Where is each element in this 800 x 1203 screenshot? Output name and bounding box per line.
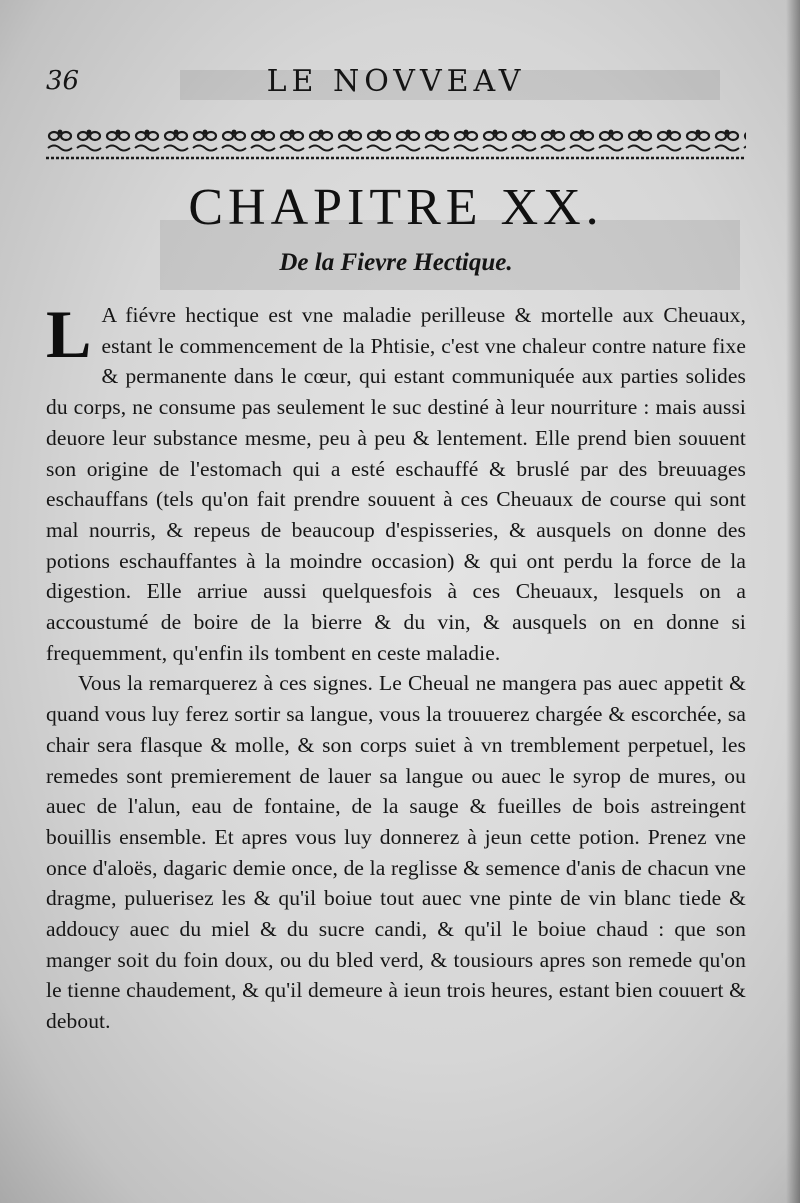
fleuron-ornament xyxy=(454,130,478,151)
running-head xyxy=(46,62,746,102)
fleuron-ornament xyxy=(425,130,449,151)
fleuron-ornament xyxy=(628,130,652,151)
fleuron-ornament xyxy=(541,130,565,151)
running-title: LE NOVVEAV xyxy=(266,64,526,99)
decorative-headpiece xyxy=(46,124,746,164)
fleuron-ornament xyxy=(309,130,333,151)
fleuron-ornament xyxy=(164,130,188,151)
chapter-title: CHAPITRE XX. xyxy=(188,179,604,236)
drop-cap: L xyxy=(46,296,92,372)
fleuron-ornament xyxy=(193,130,217,151)
fleuron-ornament xyxy=(106,130,130,151)
fleuron-ornament xyxy=(599,130,623,151)
paragraph-1 xyxy=(46,296,746,668)
fleuron-ornament xyxy=(657,130,681,151)
fleuron-ornament xyxy=(251,130,275,151)
fleuron-ornament xyxy=(483,130,507,151)
fleuron-ornament xyxy=(570,130,594,151)
chapter-subtitle: De la Fievre Hectique. xyxy=(279,249,513,276)
fleuron-ornament xyxy=(77,130,101,151)
fleuron-ornament xyxy=(512,130,536,151)
fleuron-ornament xyxy=(280,130,304,151)
paragraph-2: Vous la remarquerez à ces signes. Le Cheual ne mangera pas auec appetit & quand vous luy ferez sortir sa langue, vous la trouuerez chargée & escorchée, sa chair sera flasque & molle, & son corps suiet à vn tremblement perpetuel, les remedes sont premierement de lauer sa langue ou auec le syrop de mures, ou auec de l'alun, eau de fontaine, de la sauge & fueilles de bois astreingent bouillis ensemble. Et apres vous luy donnerez à jeun cette potion. Prenez vne once d'aloës, dagaric demie once, de la reglisse & semence d'anis de chacun vne dragme, puluerisez les & qu'il boiue tout auec vne pinte de vin blanc tiede & addoucy auec du miel & du sucre candi, & qu'il le boiue chaud : que son manger soit du foin doux, ou du bled verd, & tousiours apres son remede qu'on le tienne chaudement, & qu'il demeure à ieun trois heures, estant bien couuert & debout. xyxy=(46,671,746,1034)
fleuron-ornament xyxy=(48,130,72,151)
fleuron-ornament xyxy=(686,130,710,151)
fleuron-ornament xyxy=(744,130,746,151)
fleuron-ornament xyxy=(135,130,159,151)
fleuron-ornament xyxy=(715,130,739,151)
fleuron-ornament xyxy=(367,130,391,151)
fleuron-ornament xyxy=(396,130,420,151)
fleuron-ornament xyxy=(338,130,362,151)
page-number: 36 xyxy=(46,66,80,96)
paragraph-1-text: A fiévre hectique est vne maladie perilleuse & mortelle aux Cheuaux, estant le commencement de la Phtisie, c'est vne chaleur contre nature fixe & permanente dans le cœur, qui estant communiquée aux parties solides du corps, ne consume pas seulement le suc destiné à leur nourriture : mais aussi deuore leur substance mesme, peu à peu & lentement. Elle prend bien souuent son origine de l'estomach qui a esté eschauffé & bruslé par des breuuages eschauffans (tels qu'on fait prendre souuent à ces Cheuaux de course qui sont mal nourris, & repeus de beaucoup d'espisseries, & ausquels on donne des potions eschauffantes à la moindre occasion) & qui ont perdu la force de la digestion. Elle arriue aussi quelquesfois à ces Cheuaux, lesquels on a accoustumé de boire de la bierre & du vin, & ausquels on en donne si frequemment, qu'enfin ils tombent en ceste maladie. xyxy=(46,303,746,665)
fleuron-ornament xyxy=(222,130,246,151)
body-text xyxy=(46,296,746,1037)
